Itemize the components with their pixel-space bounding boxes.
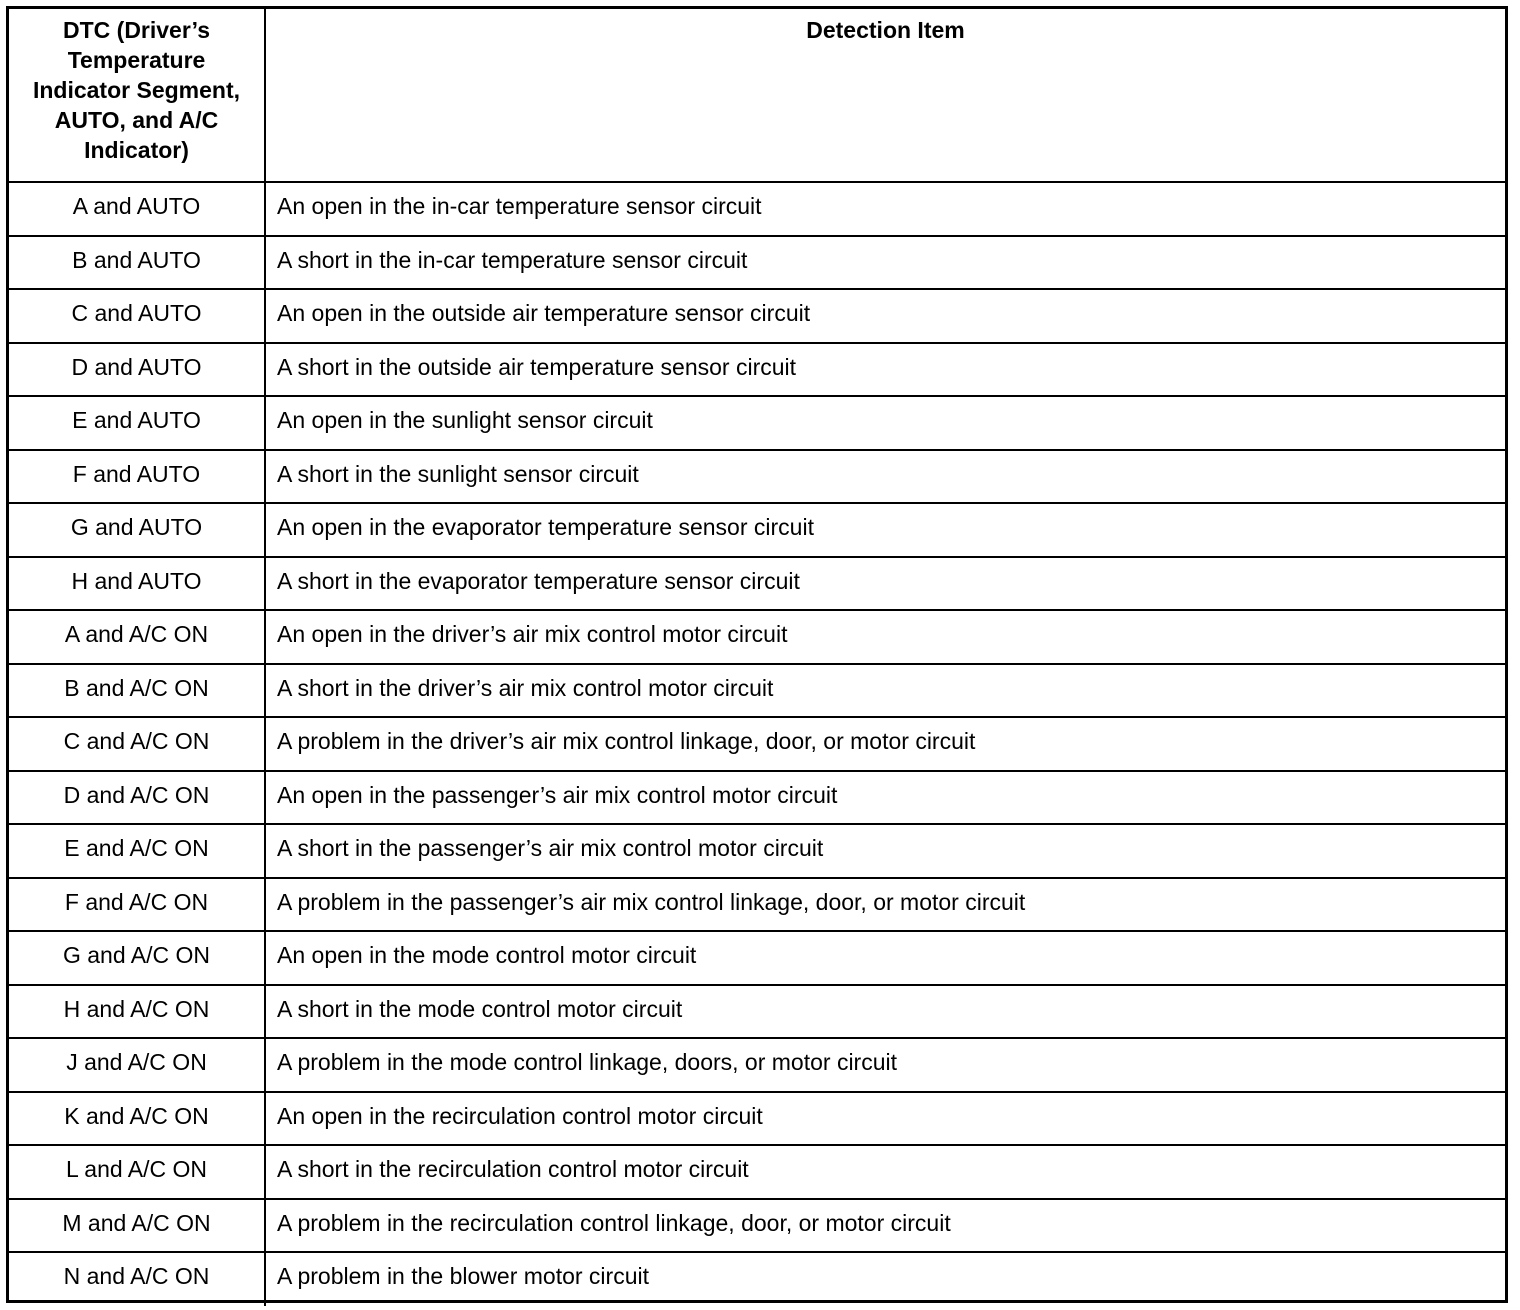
dtc-cell: A and A/C ON <box>9 610 265 664</box>
dtc-cell: D and A/C ON <box>9 771 265 825</box>
table-row <box>9 236 1505 290</box>
dtc-cell: A and AUTO <box>9 182 265 236</box>
dtc-cell: J and A/C ON <box>9 1038 265 1092</box>
dtc-table <box>9 9 1505 1306</box>
dtc-table-frame <box>6 6 1508 1303</box>
detection-item-cell: A problem in the blower motor circuit <box>265 1252 1505 1306</box>
detection-item-cell: A short in the passenger’s air mix control motor circuit <box>265 824 1505 878</box>
detection-item-cell: An open in the mode control motor circuit <box>265 931 1505 985</box>
table-row <box>9 289 1505 343</box>
dtc-cell: B and AUTO <box>9 236 265 290</box>
detection-item-cell: A problem in the mode control linkage, doors, or motor circuit <box>265 1038 1505 1092</box>
table-row <box>9 1252 1505 1306</box>
dtc-cell: C and AUTO <box>9 289 265 343</box>
table-row <box>9 503 1505 557</box>
table-row <box>9 1145 1505 1199</box>
table-row <box>9 557 1505 611</box>
dtc-cell: E and A/C ON <box>9 824 265 878</box>
dtc-cell: C and A/C ON <box>9 717 265 771</box>
dtc-cell: G and A/C ON <box>9 931 265 985</box>
table-row <box>9 343 1505 397</box>
table-row <box>9 664 1505 718</box>
table-row <box>9 1038 1505 1092</box>
detection-item-cell: An open in the in-car temperature sensor circuit <box>265 182 1505 236</box>
table-row <box>9 610 1505 664</box>
table-row <box>9 450 1505 504</box>
table-row <box>9 824 1505 878</box>
table-row <box>9 182 1505 236</box>
detection-item-cell: An open in the outside air temperature sensor circuit <box>265 289 1505 343</box>
table-row <box>9 1092 1505 1146</box>
column-header-dtc: DTC (Driver’s Temperature Indicator Segment, AUTO, and A/C Indicator) <box>9 9 265 182</box>
table-row <box>9 931 1505 985</box>
detection-item-cell: A short in the in-car temperature sensor circuit <box>265 236 1505 290</box>
dtc-cell: D and AUTO <box>9 343 265 397</box>
dtc-cell: H and A/C ON <box>9 985 265 1039</box>
column-header-detection-item: Detection Item <box>265 9 1505 182</box>
table-row <box>9 771 1505 825</box>
dtc-cell: F and AUTO <box>9 450 265 504</box>
detection-item-cell: A short in the outside air temperature sensor circuit <box>265 343 1505 397</box>
table-row <box>9 985 1505 1039</box>
detection-item-cell: A short in the driver’s air mix control motor circuit <box>265 664 1505 718</box>
dtc-cell: H and AUTO <box>9 557 265 611</box>
detection-item-cell: An open in the passenger’s air mix control motor circuit <box>265 771 1505 825</box>
dtc-cell: M and A/C ON <box>9 1199 265 1253</box>
table-row <box>9 717 1505 771</box>
detection-item-cell: A short in the recirculation control motor circuit <box>265 1145 1505 1199</box>
detection-item-cell: A short in the sunlight sensor circuit <box>265 450 1505 504</box>
table-row <box>9 1199 1505 1253</box>
dtc-cell: E and AUTO <box>9 396 265 450</box>
dtc-cell: N and A/C ON <box>9 1252 265 1306</box>
detection-item-cell: A problem in the driver’s air mix control linkage, door, or motor circuit <box>265 717 1505 771</box>
detection-item-cell: A short in the mode control motor circuit <box>265 985 1505 1039</box>
table-row <box>9 396 1505 450</box>
dtc-cell: L and A/C ON <box>9 1145 265 1199</box>
detection-item-cell: An open in the driver’s air mix control motor circuit <box>265 610 1505 664</box>
detection-item-cell: An open in the recirculation control motor circuit <box>265 1092 1505 1146</box>
detection-item-cell: An open in the evaporator temperature sensor circuit <box>265 503 1505 557</box>
dtc-cell: B and A/C ON <box>9 664 265 718</box>
detection-item-cell: A problem in the passenger’s air mix control linkage, door, or motor circuit <box>265 878 1505 932</box>
dtc-cell: F and A/C ON <box>9 878 265 932</box>
table-header-row <box>9 9 1505 182</box>
detection-item-cell: A short in the evaporator temperature sensor circuit <box>265 557 1505 611</box>
dtc-cell: K and A/C ON <box>9 1092 265 1146</box>
dtc-cell: G and AUTO <box>9 503 265 557</box>
detection-item-cell: A problem in the recirculation control linkage, door, or motor circuit <box>265 1199 1505 1253</box>
detection-item-cell: An open in the sunlight sensor circuit <box>265 396 1505 450</box>
table-row <box>9 878 1505 932</box>
